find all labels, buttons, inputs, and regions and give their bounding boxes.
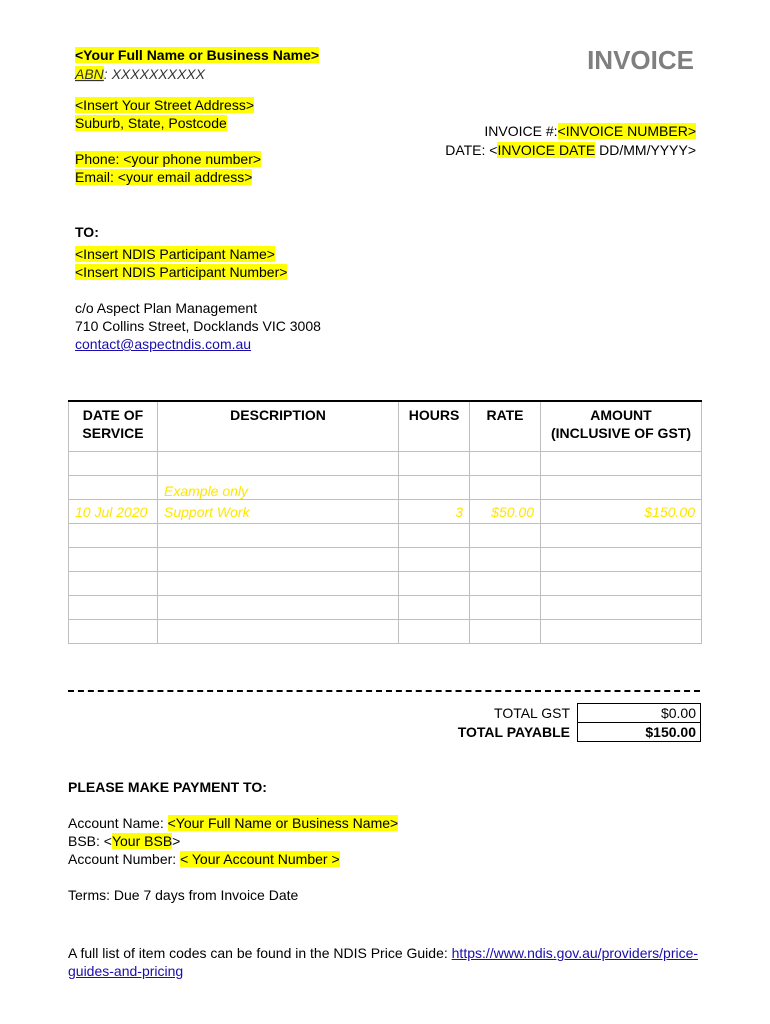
sender-suburb: Suburb, State, Postcode bbox=[75, 115, 227, 131]
participant-name: <Insert NDIS Participant Name> bbox=[75, 246, 275, 262]
example-rate: $50.00 bbox=[470, 500, 541, 524]
recipient-address: 710 Collins Street, Docklands VIC 3008 bbox=[75, 318, 321, 334]
example-amount: $150.00 bbox=[541, 500, 702, 524]
bsb-line: BSB: <Your BSB> bbox=[68, 833, 181, 849]
invoice-number-line bbox=[484, 122, 696, 140]
example-description: Support Work bbox=[158, 500, 399, 524]
header-date: DATE OF SERVICE bbox=[69, 401, 158, 452]
invoice-number-value: <INVOICE NUMBER> bbox=[557, 123, 696, 139]
to-label: TO: bbox=[75, 224, 99, 240]
example-date: 10 Jul 2020 bbox=[69, 500, 158, 524]
bsb-value: Your BSB bbox=[111, 833, 173, 849]
header-description: DESCRIPTION bbox=[158, 401, 399, 452]
header-hours: HOURS bbox=[399, 401, 470, 452]
sender-name: <Your Full Name or Business Name> bbox=[75, 47, 320, 63]
payment-terms: Terms: Due 7 days from Invoice Date bbox=[68, 887, 299, 903]
sender-email: Email: <your email address> bbox=[75, 169, 253, 185]
dashed-divider bbox=[68, 690, 700, 692]
total-gst-label: TOTAL GST bbox=[494, 705, 570, 721]
account-name-value: <Your Full Name or Business Name> bbox=[167, 815, 399, 831]
header-rate: RATE bbox=[470, 401, 541, 452]
table-row bbox=[69, 476, 702, 500]
table-row bbox=[69, 596, 702, 620]
header-amount: AMOUNT (INCLUSIVE OF GST) bbox=[541, 401, 702, 452]
total-gst-value: $0.00 bbox=[577, 703, 701, 723]
invoice-date-suffix: DD/MM/YYYY> bbox=[595, 142, 696, 158]
invoice-date-line bbox=[445, 141, 696, 159]
items-table bbox=[68, 400, 702, 644]
table-row bbox=[69, 452, 702, 476]
price-guide-link-cont[interactable]: guides-and-pricing bbox=[68, 963, 184, 979]
recipient-email-link[interactable]: contact@aspectndis.com.au bbox=[75, 336, 252, 352]
table-row-example bbox=[69, 500, 702, 524]
abn-value: : XXXXXXXXXX bbox=[103, 66, 205, 82]
invoice-date-value: INVOICE DATE bbox=[497, 142, 596, 158]
table-row bbox=[69, 620, 702, 644]
account-number-line: Account Number: < Your Account Number > bbox=[68, 851, 340, 867]
footer-line1 bbox=[68, 944, 698, 962]
invoice-number-label: INVOICE #: bbox=[484, 123, 558, 139]
care-of: c/o Aspect Plan Management bbox=[75, 300, 258, 316]
example-label: Example only bbox=[158, 476, 399, 500]
sender-phone: Phone: <your phone number> bbox=[75, 151, 262, 167]
price-guide-link[interactable]: https://www.ndis.gov.au/providers/price- bbox=[451, 945, 699, 961]
total-payable-value: $150.00 bbox=[577, 722, 701, 742]
account-number-value: < Your Account Number > bbox=[180, 851, 340, 867]
table-header-row bbox=[69, 401, 702, 452]
table-row bbox=[69, 524, 702, 548]
account-name-line: Account Name: <Your Full Name or Business Name> bbox=[68, 815, 399, 831]
participant-number: <Insert NDIS Participant Number> bbox=[75, 264, 288, 280]
footer-text: A full list of item codes can be found in the NDIS Price Guide: bbox=[68, 945, 452, 961]
table-row bbox=[69, 548, 702, 572]
sender-street: <Insert Your Street Address> bbox=[75, 97, 255, 113]
invoice-title: INVOICE bbox=[587, 45, 694, 75]
total-payable-label: TOTAL PAYABLE bbox=[457, 724, 570, 740]
payment-heading: PLEASE MAKE PAYMENT TO: bbox=[68, 779, 267, 795]
example-hours: 3 bbox=[399, 500, 470, 524]
invoice-date-label: DATE: < bbox=[445, 142, 498, 158]
abn-label: ABN bbox=[75, 66, 104, 82]
table-row bbox=[69, 572, 702, 596]
